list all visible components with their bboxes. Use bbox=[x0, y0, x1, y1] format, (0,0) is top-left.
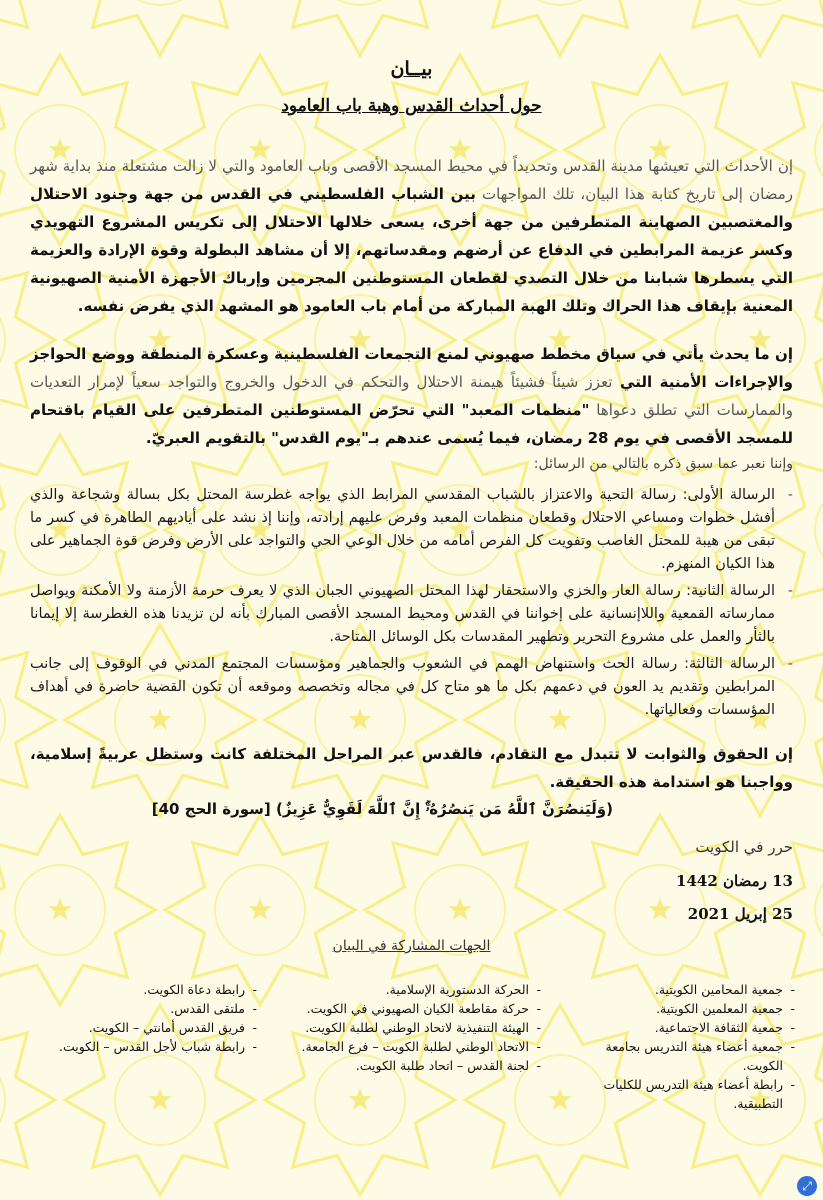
paragraph-2-c: "منظمات المعبد" التي تحرّض المستوطنين المتطرفين على القيام باقتحام للمسجد الأقصى في يوم 28 رمضان، فيما يُسمى عندهم بـ"يوم القدس" بالتقويم العبريّ. bbox=[30, 401, 793, 447]
party-item: - لجنة القدس – اتحاد طلبة الكويت. bbox=[281, 1056, 541, 1075]
page-title: بيــان bbox=[390, 58, 433, 80]
paragraph-2-a: إن ما يحدث يأتي في سياق مخطط صهيوني لمنع التجمعات الفلسطينية وعسكرة المنطقة ووضع الحواجز والإجراءات الأمنية التي bbox=[30, 345, 794, 391]
signature-hijri-date: 13 رمضان 1442 bbox=[676, 872, 793, 890]
party-item: - رابطة دعاة الكويت. bbox=[27, 980, 257, 999]
paragraph-2-b: تعزز شيئاً فشيئاً هيمنة الاحتلال والتحكم في الدخول والخروج والتواجد سعياً لإمرار التعديات والممارسات التي تطلق دعواها bbox=[30, 373, 793, 419]
party-item: - الهيئة التنفيذية لاتحاد الوطني لطلبة الكويت. bbox=[281, 1018, 541, 1037]
parties-column-2 bbox=[281, 980, 541, 1075]
message-2: - الرسالة الثانية: رسالة العار والخزي والاستحقار لهذا المحتل الصهيوني الجبان الذي لا يعرف حرمة الأزمنة ولا الأمكنة ويواصل ممارساته القمعية واللاإنسانية على إخواننا في القدس ومحيط المسجد الأقصى المبارك بأنه لن تزيدنا هذه الغطرسة إلا إيمانا بالثأر والعمل على مشروع التحرير وتطهير المقدسات بكل الوسائل المتاحة. bbox=[30, 580, 793, 649]
parties-title: الجهات المشاركة في البيان bbox=[332, 938, 491, 954]
party-item: - جمعية المعلمين الكويتية. bbox=[580, 999, 795, 1018]
signature-place: حرر في الكويت bbox=[695, 838, 793, 856]
party-item: - ملتقى القدس. bbox=[27, 999, 257, 1018]
party-item: - الحركة الدستورية الإسلامية. bbox=[281, 980, 541, 999]
party-item: - رابطة شباب لأجل القدس – الكويت. bbox=[27, 1037, 257, 1056]
messages-intro: وإننا نعبر عما سبق ذكره بالتالي من الرسائل: bbox=[533, 456, 793, 472]
paragraph-3: إن الحقوق والثوابت لا تتبدل مع التقادم، فالقدس عبر المراحل المختلفة كانت وستظل عربيةً إسلامية، وواجبنا هو استدامة هذه الحقيقة. bbox=[30, 745, 793, 791]
message-1: - الرسالة الأولى: رسالة التحية والاعتزاز بالشباب المقدسي المرابط الذي يواجه غطرسة المحتل بكل بسالة وشجاعة والذي أفشل خطوات ومساعي الاحتلال وقطعان منظمات المعبد وفرض عليهم إرادته، وإننا إذ نشد على أياديهم الطاهرة في كسر ما تبقى من هيبة للمحتل الغاصب وتفويت كل الفرص أمامه من خلال الوعي الحي والتواجد على الأرض وفرض قوة الجماهير على هذا الكيان المنهزم. bbox=[30, 484, 793, 576]
paragraph-2 bbox=[30, 340, 793, 452]
parties-column-1 bbox=[580, 980, 795, 1113]
parties-column-3 bbox=[27, 980, 257, 1056]
paragraph-1-body: بين الشباب الفلسطيني في القدس من جهة وجنود الاحتلال والمغتصبين الصهاينة المتطرفين من جهة أخرى، يسعى خلالها الاحتلال إلى تكريس المشروع التهويدي وكسر عزيمة المرابطين في الدفاع عن أرضهم ومقدساتهم، إلا أن مشاهد البطولة وقوة الإرادة والعزيمة التي يسطرها شبابنا من خلال التصدي لقطعان المستوطنين المجرمين وإرباك الأجهزة الأمنية الصهيونية المعنية بإيقاف هذا الحراك وتلك الهبة المباركة من أمام باب العامود هو المشهد الذي يفرض نفسه. bbox=[30, 185, 793, 315]
messages-list bbox=[30, 484, 793, 726]
signature-gregorian-date: 25 إبريل 2021 bbox=[687, 905, 793, 923]
quran-verse: (وَلَيَنصُرَنَّ ٱللَّهُ مَن يَنصُرُهُۥٓۚ إِنَّ ٱللَّهَ لَقَوِيٌّ عَزِيزٌ) [سورة الحج 40] bbox=[151, 800, 613, 818]
paragraph-1-intro: إن الأحداث التي تعيشها مدينة القدس وتحديداً في محيط المسجد الأقصى وباب العامود والتي لا زالت مشتعلة منذ بداية شهر رمضان إلى تاريخ كتابة هذا البيان، تلك المواجهات bbox=[30, 157, 794, 203]
party-item: - رابطة أعضاء هيئة التدريس للكليات التطبيقية. bbox=[580, 1075, 795, 1113]
zoom-icon[interactable]: ⤢ bbox=[797, 1176, 817, 1196]
party-item: - فريق القدس أمانتي – الكويت. bbox=[27, 1018, 257, 1037]
party-item: - جمعية الثقافة الاجتماعية. bbox=[580, 1018, 795, 1037]
page-subtitle: حول أحداث القدس وهبة باب العامود bbox=[281, 96, 542, 116]
paragraph-1 bbox=[30, 152, 793, 320]
party-item: - جمعية أعضاء هيئة التدريس بجامعة الكويت. bbox=[580, 1037, 795, 1075]
party-item: - الاتحاد الوطني لطلبة الكويت – فرع الجامعة. bbox=[281, 1037, 541, 1056]
party-item: - حركة مقاطعة الكيان الصهيوني في الكويت. bbox=[281, 999, 541, 1018]
party-item: - جمعية المحامين الكويتية. bbox=[580, 980, 795, 999]
message-3: - الرسالة الثالثة: رسالة الحث واستنهاض الهمم في الشعوب والجماهير ومؤسسات المجتمع المدني في الوقوف إلى جانب المرابطين وتقديم يد العون في دعمهم بكل ما هو متاح كل في مجاله وتخصصه وموقعه أن تكون القضية حاضرة في أهداف المؤسسات وفعالياتها. bbox=[30, 653, 793, 722]
